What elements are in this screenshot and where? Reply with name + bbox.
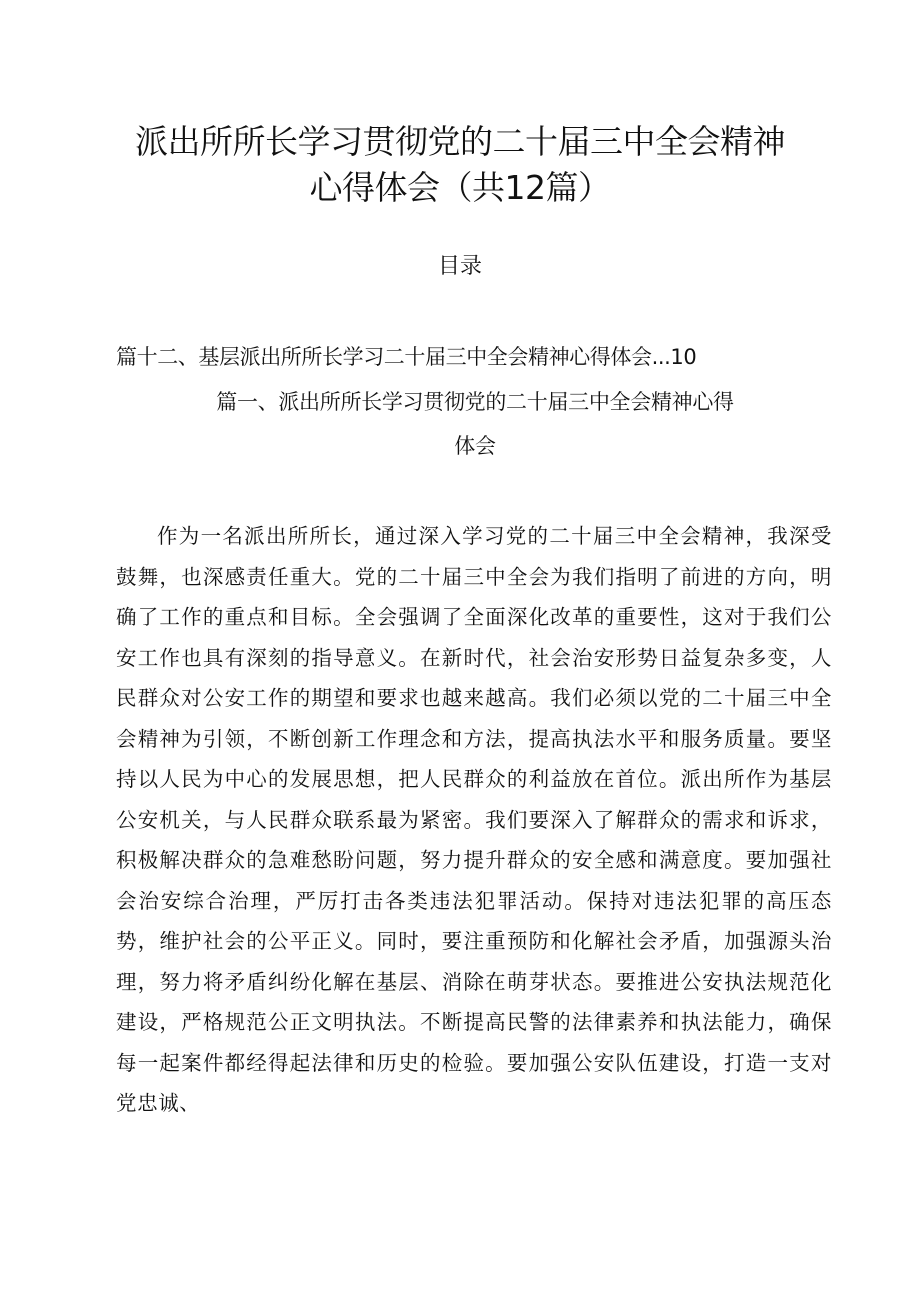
section-heading-line-1: 篇一、派出所所长学习贯彻党的二十届三中全会精神心得 [216, 390, 734, 414]
toc-entry[interactable]: 篇十二、基层派出所所长学习二十届三中全会精神心得体会...10 [116, 345, 697, 369]
body-paragraph: 作为一名派出所所长，通过深入学习党的二十届三中全会精神，我深受鼓舞，也深感责任重大。党的二十届三中全会为我们指明了前进的方向，明确了工作的重点和目标。全会强调了全面深化改革的重要性，这对于我们公安工作也具有深刻的指导意义。在新时代，社会治安形势日益复杂多变，人民群众对公安工作的期望和要求也越来越高。我们必须以党的二十届三中全会精神为引领，不断创新工作理念和方法，提高执法水平和服务质量。要坚持以人民为中心的发展思想，把人民群众的利益放在首位。派出所作为基层公安机关，与人民群众联系最为紧密。我们要深入了解群众的需求和诉求，积极解决群众的急难愁盼问题，努力提升群众的安全感和满意度。要加强社会治安综合治理，严厉打击各类违法犯罪活动。保持对违法犯罪的高压态势，维护社会的公平正义。同时，要注重预防和化解社会矛盾，加强源头治理，努力将矛盾纠纷化解在基层、消除在萌芽状态。要推进公安执法规范化建设，严格规范公正文明执法。不断提高民警的法律素养和执法能力，确保每一起案件都经得起法律和历史的检验。要加强公安队伍建设，打造一支对党忠诚、 [116, 524, 832, 1115]
toc-heading: 目录 [437, 254, 482, 279]
section-heading-line-2: 体会 [454, 434, 496, 458]
document-title-line-1: 派出所所长学习贯彻党的二十届三中全会精神 [135, 122, 785, 161]
document-title-line-2: 心得体会（共12篇） [309, 168, 611, 207]
